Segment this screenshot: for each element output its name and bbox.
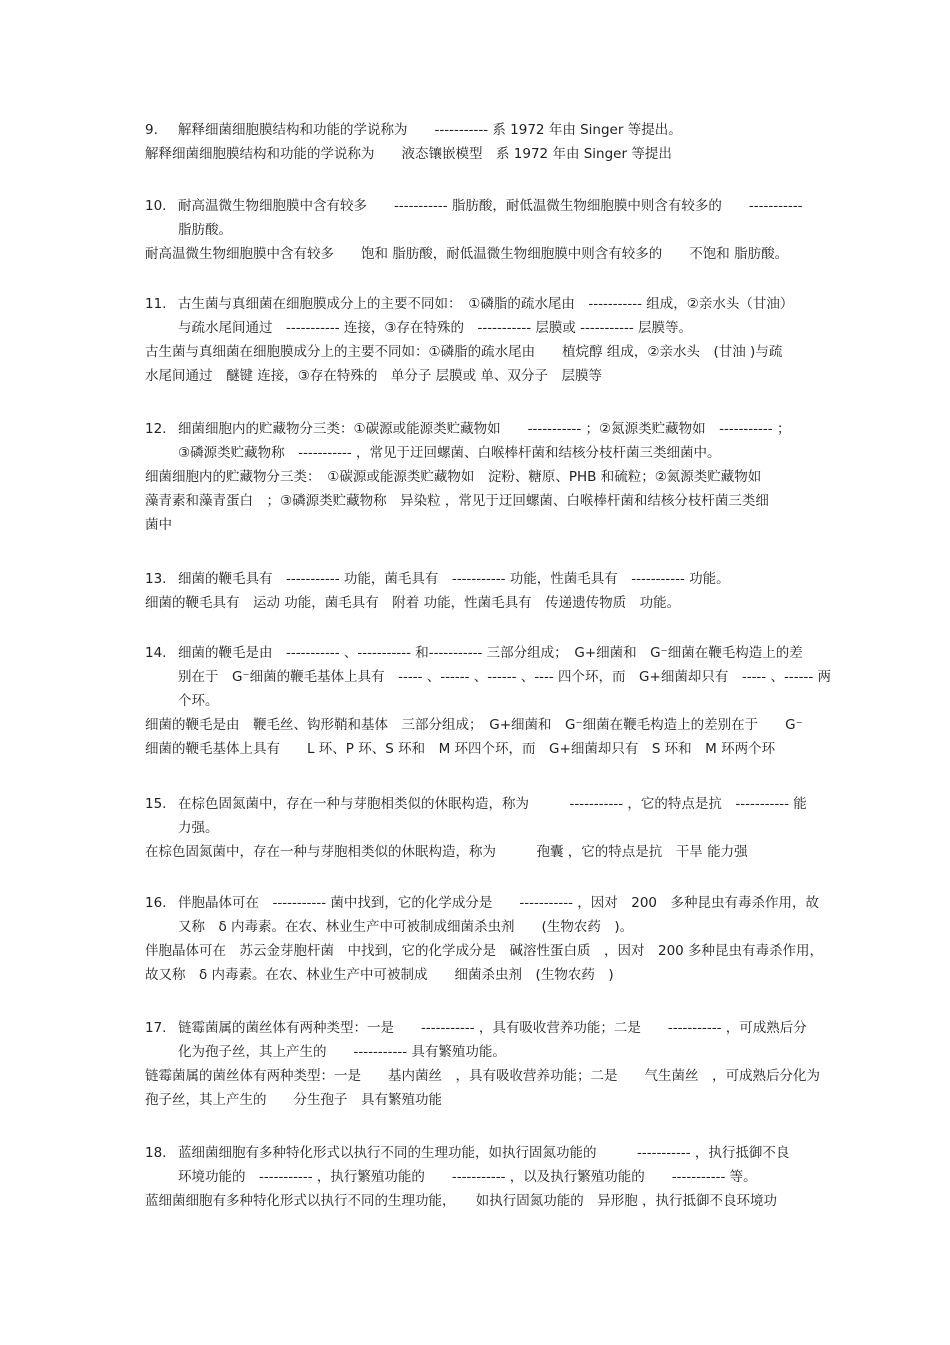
question-11 xyxy=(145,292,875,388)
question-text-cont: 与疏水尾间通过 ----------- 连接，③存在特殊的 ----------- 层膜或 ----------- 层膜等。 xyxy=(178,320,693,336)
question-10 xyxy=(145,194,875,266)
answer-text: 细菌的鞭毛具有 运动 功能，菌毛具有 附着 功能，性菌毛具有 传递遗传物质 功能。 xyxy=(145,595,681,611)
question-text-cont: 又称 δ 内毒素。在农、林业生产中可被制成细菌杀虫剂 (生物农药 )。 xyxy=(178,919,634,935)
question-text: 9. 解释细菌细胞膜结构和功能的学说称为 ----------- 系 1972 年由 Singer 等提出。 xyxy=(145,118,875,142)
question-text-cont: 化为孢子丝，其上产生的 ----------- 具有繁殖功能。 xyxy=(178,1044,506,1060)
question-text: 11. 古生菌与真细菌在细胞膜成分上的主要不同如： ①磷脂的疏水尾由 ----------- 组成，②亲水头（甘油） xyxy=(145,292,875,316)
question-text-cont: 个环。 xyxy=(178,693,219,709)
answer-text: 蓝细菌细胞有多种特化形式以执行不同的生理功能， 如执行固氮功能的 异形胞 ，执行抵御不良环境功 xyxy=(145,1193,778,1209)
question-text-cont: 环境功能的 ----------- ，执行繁殖功能的 ----------- ，以及执行繁殖功能的 ----------- 等。 xyxy=(178,1169,757,1185)
answer-text: 古生菌与真细菌在细胞膜成分上的主要不同如：①磷脂的疏水尾由 植烷醇 组成，②亲水头 (甘油 )与疏 xyxy=(145,344,783,360)
answer-text: 链霉菌属的菌丝体有两种类型：一是 基内菌丝 ，具有吸收营养功能；二是 气生菌丝 ，可成熟后分化为 xyxy=(145,1068,820,1084)
question-number: 16. xyxy=(145,895,167,911)
question-number: 13. xyxy=(145,571,167,587)
question-13 xyxy=(145,567,875,615)
question-14 xyxy=(145,641,875,761)
answer-text: 在棕色固氮菌中，存在一种与芽胞相类似的休眠构造，称为 孢囊 ，它的特点是抗 干旱 能力强 xyxy=(145,844,748,860)
question-text: 18. 蓝细菌细胞有多种特化形式以执行不同的生理功能，如执行固氮功能的 ----------- ，执行抵御不良 xyxy=(145,1141,875,1165)
question-text: 12. 细菌细胞内的贮藏物分三类：①碳源或能源类贮藏物如 ----------- ；②氮源类贮藏物如 ----------- ； xyxy=(145,417,875,441)
question-text-cont: 脂肪酸。 xyxy=(178,222,232,238)
answer-text: 耐高温微生物细胞膜中含有较多 饱和 脂肪酸，耐低温微生物细胞膜中则含有较多的 不饱和 脂肪酸。 xyxy=(145,246,789,262)
question-number: 15. xyxy=(145,796,167,812)
answer-text-cont: 孢子丝，其上产生的 分生孢子 具有繁殖功能 xyxy=(145,1092,442,1108)
question-12 xyxy=(145,417,875,537)
question-text-cont: 别在于 G⁻细菌的鞭毛基体上具有 ----- 、------ 、------ 、---- 四个环，而 G+细菌却只有 ----- 、------ 两 xyxy=(178,669,831,685)
answer-text-cont: 菌中 xyxy=(145,517,172,533)
question-number: 10. xyxy=(145,198,167,214)
question-number: 18. xyxy=(145,1145,167,1161)
question-number: 14. xyxy=(145,645,167,661)
question-18 xyxy=(145,1141,875,1213)
answer-text: 伴胞晶体可在 苏云金芽胞杆菌 中找到，它的化学成分是 碱溶性蛋白质 ，因对 200 多种昆虫有毒杀作用， xyxy=(145,943,824,959)
answer-text-cont: 故又称 δ 内毒素。在农、林业生产中可被制成 细菌杀虫剂 (生物农药 ) xyxy=(145,967,614,983)
question-text: 10. 耐高温微生物细胞膜中含有较多 ----------- 脂肪酸，耐低温微生物细胞膜中则含有较多的 ----------- xyxy=(145,194,875,218)
answer-text: 细菌的鞭毛是由 鞭毛丝、钩形鞘和基体 三部分组成； G+细菌和 G⁻细菌在鞭毛构造上的差别在于 G⁻ xyxy=(145,717,803,733)
question-text: 15. 在棕色固氮菌中，存在一种与芽胞相类似的休眠构造，称为 ----------- ，它的特点是抗 ----------- 能 xyxy=(145,792,875,816)
question-number: 17. xyxy=(145,1020,167,1036)
question-16 xyxy=(145,891,875,987)
answer-text: 解释细菌细胞膜结构和功能的学说称为 液态镶嵌模型 系 1972 年由 Singer 等提出 xyxy=(145,146,672,162)
question-text-cont: 力强。 xyxy=(178,820,219,836)
question-15 xyxy=(145,792,875,864)
question-text: 14. 细菌的鞭毛是由 ----------- 、----------- 和----------- 三部分组成； G+细菌和 G⁻细菌在鞭毛构造上的差 xyxy=(145,641,875,665)
question-text: 16. 伴胞晶体可在 ----------- 菌中找到，它的化学成分是 ----------- ，因对 200 多种昆虫有毒杀作用，故 xyxy=(145,891,875,915)
question-17 xyxy=(145,1016,875,1112)
answer-text-cont: 水尾间通过 醚键 连接，③存在特殊的 单分子 层膜或 单、双分子 层膜等 xyxy=(145,368,602,384)
question-text-cont: ③磷源类贮藏物称 ----------- ，常见于迂回螺菌、白喉棒杆菌和结核分枝杆菌三类细菌中。 xyxy=(178,445,721,461)
answer-text-cont: 藻青素和藻青蛋白 ；③磷源类贮藏物称 异染粒 ，常见于迂回螺菌、白喉棒杆菌和结核分枝杆菌三类细 xyxy=(145,493,769,509)
answer-text-cont: 细菌的鞭毛基体上具有 L 环、P 环、S 环和 M 环四个环，而 G+细菌却只有 S 环和 M 环两个环 xyxy=(145,741,776,757)
question-number: 9. xyxy=(145,122,158,138)
answer-text: 细菌细胞内的贮藏物分三类： ①碳源或能源类贮藏物如 淀粉、糖原、PHB 和硫粒；②氮源类贮藏物如 xyxy=(145,469,762,485)
question-9 xyxy=(145,118,875,166)
question-number: 12. xyxy=(145,421,167,437)
question-number: 11. xyxy=(145,296,167,312)
question-text: 17. 链霉菌属的菌丝体有两种类型：一是 ----------- ，具有吸收营养功能；二是 ----------- ，可成熟后分 xyxy=(145,1016,875,1040)
question-text: 13. 细菌的鞭毛具有 ----------- 功能，菌毛具有 ----------- 功能，性菌毛具有 ----------- 功能。 xyxy=(145,567,875,591)
